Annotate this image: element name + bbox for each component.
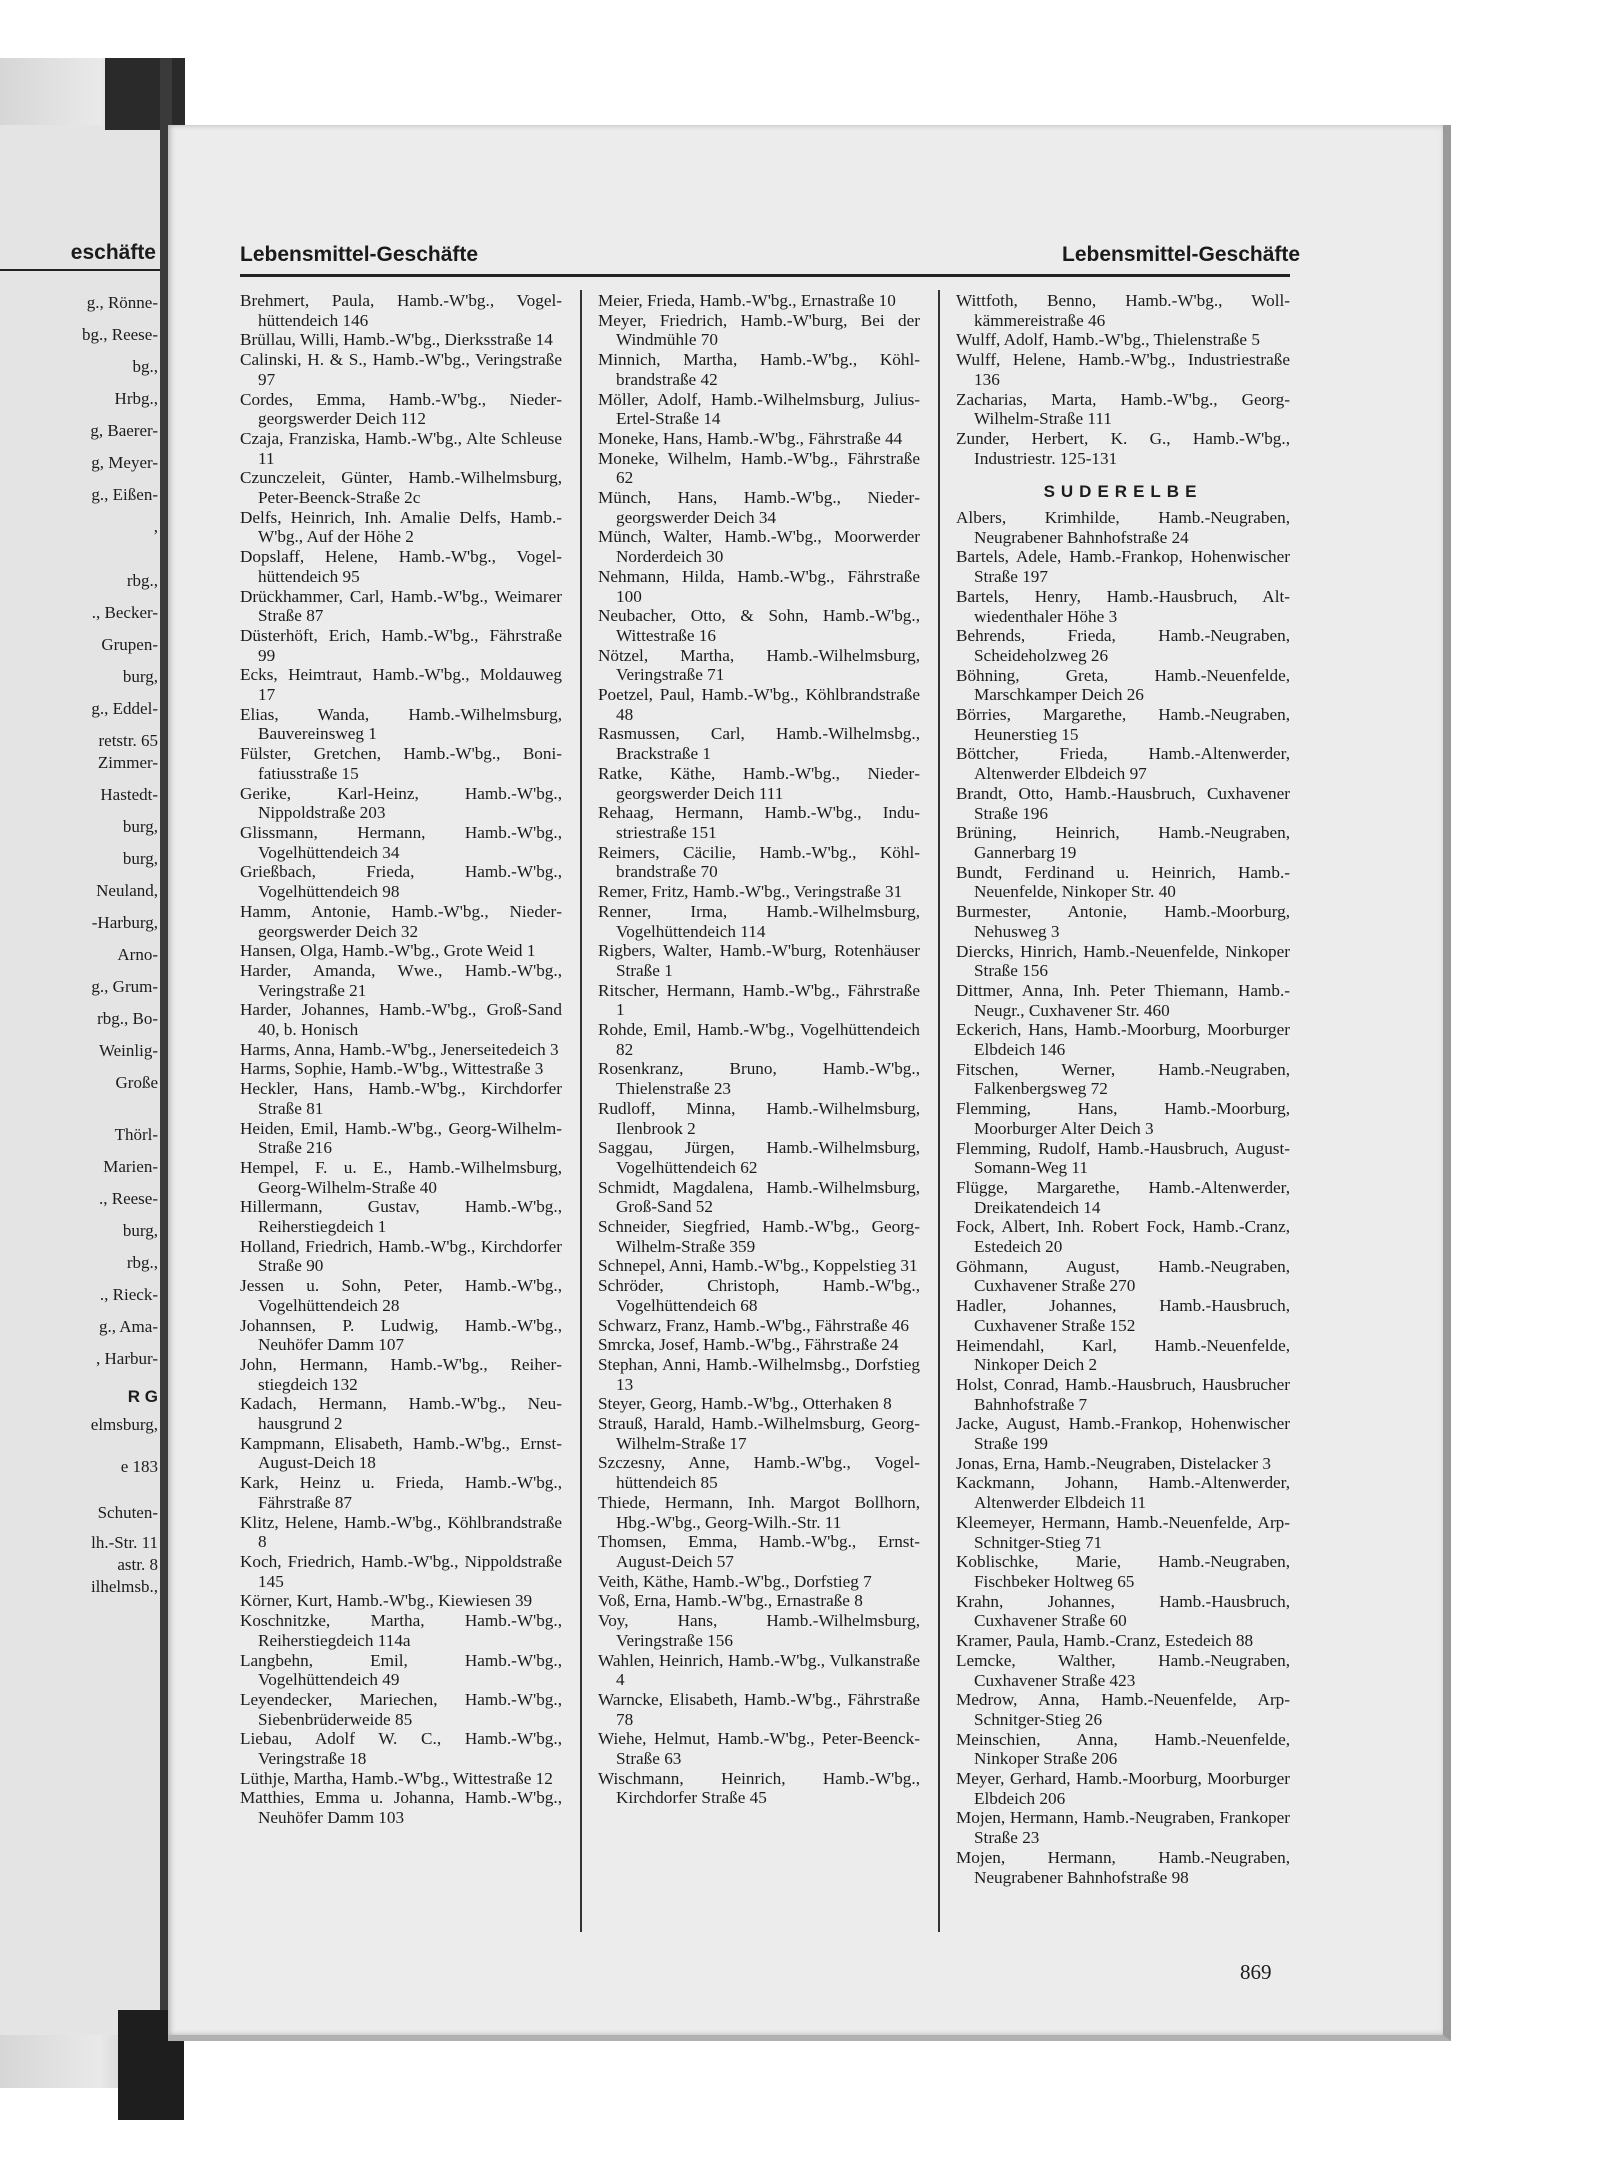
directory-entry: Schwarz, Franz, Hamb.-W'bg., Fährstraße 46 bbox=[598, 1315, 909, 1335]
directory-entry: Brandt, Otto, Hamb.-Hausbruch, Cuxhavener Straße 196 bbox=[956, 783, 1290, 823]
directory-entry: Szczesny, Anne, Hamb.-W'bg., Vogelhüttendeich 85 bbox=[598, 1453, 920, 1493]
facing-page-line: Weinlig- bbox=[98, 1041, 158, 1060]
directory-entry: Calinski, H. & S., Hamb.-W'bg., Veringstraße 97 bbox=[240, 350, 562, 389]
directory-entry: Kampmann, Elisabeth, Hamb.-W'bg., Ernst-August-Deich 18 bbox=[240, 1433, 562, 1473]
facing-page-line: elmsburg, bbox=[90, 1415, 158, 1434]
facing-page-line: burg, bbox=[122, 667, 158, 686]
directory-entry: Wiehe, Helmut, Hamb.-W'bg., Peter-Beenck-Straße 63 bbox=[598, 1729, 920, 1769]
directory-entry: Glissmann, Hermann, Hamb.-W'bg., Vogelhüttendeich 34 bbox=[240, 822, 562, 862]
directory-entry: Nehmann, Hilda, Hamb.-W'bg., Fährstraße 100 bbox=[598, 566, 920, 606]
directory-entry: Zacharias, Marta, Hamb.-W'bg., Georg-Wilhelm-Straße 111 bbox=[956, 389, 1290, 429]
directory-entry: Cordes, Emma, Hamb.-W'bg., Niedergeorgswerder Deich 112 bbox=[240, 389, 562, 429]
directory-entry: Göhmann, August, Hamb.-Neugraben, Cuxhavener Straße 270 bbox=[956, 1256, 1290, 1296]
directory-entry: Moneke, Hans, Hamb.-W'bg., Fährstraße 44 bbox=[598, 428, 903, 448]
directory-entry: Krahn, Johannes, Hamb.-Hausbruch, Cuxhavener Straße 60 bbox=[956, 1591, 1290, 1631]
directory-entry: Klitz, Helene, Hamb.-W'bg., Köhlbrandstraße 8 bbox=[240, 1512, 562, 1552]
directory-entry: Moneke, Wilhelm, Hamb.-W'bg., Fährstraße 62 bbox=[598, 448, 920, 488]
directory-entry: Voß, Erna, Hamb.-W'bg., Ernastraße 8 bbox=[598, 1591, 863, 1611]
directory-entry: Heckler, Hans, Hamb.-W'bg., Kirchdorfer Straße 81 bbox=[240, 1079, 562, 1118]
directory-entry: Thiede, Hermann, Inh. Margot Bollhorn, Hbg.-W'bg., Georg-Wilh.-Str. 11 bbox=[598, 1492, 920, 1532]
directory-entry: Wulff, Adolf, Hamb.-W'bg., Thielenstraße 5 bbox=[956, 330, 1260, 350]
facing-page-line: astr. 8 bbox=[117, 1555, 158, 1574]
directory-entry: Czunczeleit, Günter, Hamb.-Wilhelmsburg, Peter-Beenck-Straße 2c bbox=[240, 468, 562, 508]
directory-entry: Meier, Frieda, Hamb.-W'bg., Ernastraße 10 bbox=[598, 291, 896, 310]
directory-entry: Böttcher, Frieda, Hamb.-Altenwerder, Altenwerder Elbdeich 97 bbox=[956, 744, 1290, 784]
directory-entry: Stephan, Anni, Hamb.-Wilhelmsbg., Dorfstieg 13 bbox=[598, 1354, 920, 1394]
directory-entry: Veith, Käthe, Hamb.-W'bg., Dorfstieg 7 bbox=[598, 1571, 872, 1591]
facing-page-line: rbg., bbox=[126, 1253, 158, 1272]
directory-entry: Meyer, Friedrich, Hamb.-W'burg, Bei der Windmühle 70 bbox=[598, 310, 920, 350]
facing-page-line: ., Reese- bbox=[98, 1189, 158, 1208]
directory-entry: Mojen, Hermann, Hamb.-Neugraben, Frankoper Straße 23 bbox=[956, 1808, 1290, 1848]
column-1 bbox=[240, 291, 562, 1828]
directory-entry: Börries, Margarethe, Hamb.-Neugraben, Heunerstieg 15 bbox=[956, 705, 1290, 744]
directory-entry: Steyer, Georg, Hamb.-W'bg., Otterhaken 8 bbox=[598, 1394, 892, 1414]
facing-page-line: R G bbox=[127, 1387, 158, 1406]
facing-page-header: eschäfte bbox=[70, 241, 156, 264]
directory-entry: Leyendecker, Mariechen, Hamb.-W'bg., Siebenbrüderweide 85 bbox=[240, 1689, 562, 1729]
facing-page-line: burg, bbox=[122, 849, 158, 868]
facing-page-line: Marien- bbox=[103, 1157, 158, 1176]
directory-entry: Ritscher, Hermann, Hamb.-W'bg., Fährstraße 1 bbox=[598, 980, 920, 1020]
directory-entry: Eckerich, Hans, Hamb.-Moorburg, Moorburger Elbdeich 146 bbox=[956, 1020, 1290, 1060]
facing-page-line: g., Grum- bbox=[91, 977, 158, 996]
facing-page-line: Große bbox=[115, 1073, 158, 1092]
directory-entry: Brüning, Heinrich, Hamb.-Neugraben, Gannerbarg 19 bbox=[956, 823, 1290, 862]
column-2 bbox=[598, 291, 920, 1808]
directory-entry: Kark, Heinz u. Frieda, Hamb.-W'bg., Fährstraße 87 bbox=[240, 1473, 562, 1512]
directory-entry: Medrow, Anna, Hamb.-Neuenfelde, Arp-Schnitger-Stieg 26 bbox=[956, 1690, 1290, 1729]
facing-page-line: Neuland, bbox=[96, 881, 158, 900]
directory-entry: Harms, Anna, Hamb.-W'bg., Jenerseitedeich 3 bbox=[240, 1039, 559, 1059]
directory-entry: Möller, Adolf, Hamb.-Wilhelmsburg, Julius-Ertel-Straße 14 bbox=[598, 389, 920, 429]
running-header-right: Lebensmittel-Geschäfte bbox=[1062, 243, 1301, 266]
directory-entry: Schmidt, Magdalena, Hamb.-Wilhelmsburg, Groß-Sand 52 bbox=[598, 1177, 920, 1217]
facing-page-line: Hrbg., bbox=[114, 389, 158, 408]
directory-entry: Brüllau, Willi, Hamb.-W'bg., Dierksstraße 14 bbox=[240, 330, 553, 350]
directory-entry: Hillermann, Gustav, Hamb.-W'bg., Reiherstiegdeich 1 bbox=[240, 1197, 562, 1237]
facing-page-line: rbg., Bo- bbox=[97, 1009, 158, 1028]
directory-entry: Hadler, Johannes, Hamb.-Hausbruch, Cuxhavener Straße 152 bbox=[956, 1296, 1290, 1335]
directory-entry: Kackmann, Johann, Hamb.-Altenwerder, Altenwerder Elbdeich 11 bbox=[956, 1473, 1290, 1513]
directory-entry: Gerike, Karl-Heinz, Hamb.-W'bg., Nippoldstraße 203 bbox=[240, 783, 562, 823]
directory-entry: Harder, Johannes, Hamb.-W'bg., Groß-Sand 40, b. Honisch bbox=[240, 1000, 562, 1040]
directory-entry: Nötzel, Martha, Hamb.-Wilhelmsburg, Veringstraße 71 bbox=[598, 645, 920, 685]
spine-top-shadow bbox=[105, 58, 185, 130]
directory-entry: Bartels, Adele, Hamb.-Frankop, Hohenwischer Straße 197 bbox=[956, 547, 1290, 587]
facing-page-line: Schuten- bbox=[97, 1503, 158, 1522]
column-3-top-entries bbox=[956, 291, 1290, 468]
directory-entry: Hansen, Olga, Hamb.-W'bg., Grote Weid 1 bbox=[240, 941, 536, 961]
facing-page-line: retstr. 65 bbox=[98, 731, 158, 750]
directory-entry: Drückhammer, Carl, Hamb.-W'bg., Weimarer Straße 87 bbox=[240, 586, 562, 626]
facing-page-rule bbox=[0, 269, 160, 271]
facing-page-line: lh.-Str. 11 bbox=[91, 1533, 158, 1552]
directory-entry: Böhning, Greta, Hamb.-Neuenfelde, Marschkamper Deich 26 bbox=[956, 665, 1290, 705]
directory-entry: Heiden, Emil, Hamb.-W'bg., Georg-Wilhelm-Straße 216 bbox=[240, 1118, 562, 1158]
facing-page-line: rbg., bbox=[126, 571, 158, 590]
facing-page-line: Thörl- bbox=[114, 1125, 158, 1144]
directory-entry: Dopslaff, Helene, Hamb.-W'bg., Vogelhüttendeich 95 bbox=[240, 547, 562, 586]
directory-entry: Burmester, Antonie, Hamb.-Moorburg, Nehusweg 3 bbox=[956, 902, 1290, 941]
directory-entry: Zunder, Herbert, K. G., Hamb.-W'bg., Industriestr. 125-131 bbox=[956, 428, 1290, 468]
directory-entry: Lemcke, Walther, Hamb.-Neugraben, Cuxhavener Straße 423 bbox=[956, 1650, 1290, 1690]
column-divider-1 bbox=[580, 290, 582, 1932]
directory-entry: Heimendahl, Karl, Hamb.-Neuenfelde, Ninkoper Deich 2 bbox=[956, 1335, 1290, 1375]
directory-entry: Holst, Conrad, Hamb.-Hausbruch, Hausbrucher Bahnhofstraße 7 bbox=[956, 1374, 1290, 1414]
directory-entry: Czaja, Franziska, Hamb.-W'bg., Alte Schleuse 11 bbox=[240, 428, 562, 468]
directory-entry: Körner, Kurt, Hamb.-W'bg., Kiewiesen 39 bbox=[240, 1591, 533, 1611]
directory-entry: Saggau, Jürgen, Hamb.-Wilhelmsburg, Vogelhüttendeich 62 bbox=[598, 1138, 920, 1177]
directory-entry: Wischmann, Heinrich, Hamb.-W'bg., Kirchdorfer Straße 45 bbox=[598, 1768, 920, 1808]
directory-entry: Mojen, Hermann, Hamb.-Neugraben, Neugrabener Bahnhofstraße 98 bbox=[956, 1847, 1290, 1887]
facing-page-line: Zimmer- bbox=[97, 753, 158, 772]
facing-page-line: ilhelmsb., bbox=[90, 1577, 158, 1596]
header-rule bbox=[240, 274, 1290, 277]
directory-entry: Brehmert, Paula, Hamb.-W'bg., Vogelhüttendeich 146 bbox=[240, 291, 562, 330]
directory-entry: Rudloff, Minna, Hamb.-Wilhelmsburg, Ilenbrook 2 bbox=[598, 1098, 920, 1138]
directory-entry: Fülster, Gretchen, Hamb.-W'bg., Bonifatiusstraße 15 bbox=[240, 744, 562, 783]
directory-entry: Kleemeyer, Hermann, Hamb.-Neuenfelde, Arp-Schnitger-Stieg 71 bbox=[956, 1512, 1290, 1552]
directory-entry: Voy, Hans, Hamb.-Wilhelmsburg, Veringstraße 156 bbox=[598, 1611, 920, 1650]
directory-entry: Bartels, Henry, Hamb.-Hausbruch, Altwiedenthaler Höhe 3 bbox=[956, 586, 1290, 626]
directory-entry: Münch, Hans, Hamb.-W'bg., Niedergeorgswerder Deich 34 bbox=[598, 488, 920, 527]
directory-entry: Grießbach, Frieda, Hamb.-W'bg., Vogelhüttendeich 98 bbox=[240, 862, 562, 902]
facing-page-line: ., Becker- bbox=[91, 603, 158, 622]
facing-page-line: g., Eißen- bbox=[91, 485, 158, 504]
facing-page-line: Hastedt- bbox=[100, 785, 158, 804]
directory-entry: Flemming, Rudolf, Hamb.-Hausbruch, August-Somann-Weg 11 bbox=[956, 1138, 1290, 1178]
facing-page-line: Grupen- bbox=[101, 635, 158, 654]
directory-entry: Dittmer, Anna, Inh. Peter Thiemann, Hamb.-Neugr., Cuxhavener Str. 460 bbox=[956, 980, 1290, 1020]
directory-entry: Schröder, Christoph, Hamb.-W'bg., Vogelhüttendeich 68 bbox=[598, 1276, 920, 1315]
facing-page-line: Arno- bbox=[117, 945, 158, 964]
facing-page-line: g., Eddel- bbox=[91, 699, 158, 718]
column-3-section-entries bbox=[956, 508, 1290, 1887]
directory-entry: Meyer, Gerhard, Hamb.-Moorburg, Moorburger Elbdeich 206 bbox=[956, 1769, 1290, 1808]
directory-entry: Langbehn, Emil, Hamb.-W'bg., Vogelhüttendeich 49 bbox=[240, 1650, 562, 1690]
directory-entry: Ratke, Käthe, Hamb.-W'bg., Niedergeorgswerder Deich 111 bbox=[598, 763, 920, 803]
directory-entry: Fitschen, Werner, Hamb.-Neugraben, Falkenbergsweg 72 bbox=[956, 1059, 1290, 1099]
directory-entry: John, Hermann, Hamb.-W'bg., Reiherstiegdeich 132 bbox=[240, 1354, 562, 1394]
facing-page-fragment bbox=[0, 125, 160, 2035]
directory-entry: Neubacher, Otto, & Sohn, Hamb.-W'bg., Wittestraße 16 bbox=[598, 606, 920, 645]
directory-entry: Fock, Albert, Inh. Robert Fock, Hamb.-Cranz, Estedeich 20 bbox=[956, 1217, 1290, 1257]
facing-page-line: e 183 bbox=[120, 1457, 158, 1476]
facing-page-line: g, Meyer- bbox=[91, 453, 158, 472]
directory-entry: Meinschien, Anna, Hamb.-Neuenfelde, Ninkoper Straße 206 bbox=[956, 1729, 1290, 1769]
directory-entry: Rohde, Emil, Hamb.-W'bg., Vogelhüttendeich 82 bbox=[598, 1020, 920, 1059]
directory-entry: Smrcka, Josef, Hamb.-W'bg., Fährstraße 24 bbox=[598, 1335, 899, 1355]
directory-entry: Wulff, Helene, Hamb.-W'bg., Industriestraße 136 bbox=[956, 350, 1290, 389]
directory-entry: Wahlen, Heinrich, Hamb.-W'bg., Vulkanstraße 4 bbox=[598, 1650, 920, 1690]
facing-page-line: bg., Reese- bbox=[81, 325, 158, 344]
page-number: 869 bbox=[1240, 1960, 1272, 1984]
directory-entry: Matthies, Emma u. Johanna, Hamb.-W'bg., Neuhöfer Damm 103 bbox=[240, 1788, 562, 1828]
facing-page-line: , Harbur- bbox=[96, 1349, 158, 1368]
directory-entry: Ecks, Heimtraut, Hamb.-W'bg., Moldauweg 17 bbox=[240, 665, 562, 705]
directory-entry: Remer, Fritz, Hamb.-W'bg., Veringstraße 31 bbox=[598, 882, 903, 902]
directory-entry: Koschnitzke, Martha, Hamb.-W'bg., Reiherstiegdeich 114a bbox=[240, 1611, 562, 1650]
facing-page-line: -Harburg, bbox=[91, 913, 158, 932]
directory-entry: Holland, Friedrich, Hamb.-W'bg., Kirchdorfer Straße 90 bbox=[240, 1236, 562, 1276]
directory-entry: Strauß, Harald, Hamb.-Wilhelmsburg, Georg-Wilhelm-Straße 17 bbox=[598, 1414, 920, 1453]
directory-entry: Reimers, Cäcilie, Hamb.-W'bg., Köhlbrandstraße 70 bbox=[598, 842, 920, 882]
running-header-left: Lebensmittel-Geschäfte bbox=[240, 243, 479, 266]
directory-entry: Wittfoth, Benno, Hamb.-W'bg., Wollkämmereistraße 46 bbox=[956, 291, 1290, 330]
directory-entry: Johannsen, P. Ludwig, Hamb.-W'bg., Neuhöfer Damm 107 bbox=[240, 1315, 562, 1355]
directory-entry: Harms, Sophie, Hamb.-W'bg., Wittestraße 3 bbox=[240, 1059, 544, 1079]
directory-entry: Koblischke, Marie, Hamb.-Neugraben, Fischbeker Holtweg 65 bbox=[956, 1552, 1290, 1591]
directory-entry: Diercks, Hinrich, Hamb.-Neuenfelde, Ninkoper Straße 156 bbox=[956, 941, 1290, 981]
directory-entry: Koch, Friedrich, Hamb.-W'bg., Nippoldstraße 145 bbox=[240, 1552, 562, 1591]
directory-entry: Lüthje, Martha, Hamb.-W'bg., Wittestraße 12 bbox=[240, 1768, 553, 1788]
directory-entry: Flemming, Hans, Hamb.-Moorburg, Moorburger Alter Deich 3 bbox=[956, 1099, 1290, 1138]
column-3 bbox=[956, 291, 1290, 1887]
directory-entry: Harder, Amanda, Wwe., Hamb.-W'bg., Veringstraße 21 bbox=[240, 960, 562, 1000]
directory-entry: Liebau, Adolf W. C., Hamb.-W'bg., Veringstraße 18 bbox=[240, 1729, 562, 1769]
facing-page-line: bg., bbox=[132, 357, 158, 376]
directory-entry: Behrends, Frieda, Hamb.-Neugraben, Scheideholzweg 26 bbox=[956, 626, 1290, 665]
directory-entry: Rehaag, Hermann, Hamb.-W'bg., Industriestraße 151 bbox=[598, 803, 920, 842]
directory-entry: Münch, Walter, Hamb.-W'bg., Moorwerder Norderdeich 30 bbox=[598, 527, 920, 567]
directory-entry: Kramer, Paula, Hamb.-Cranz, Estedeich 88 bbox=[956, 1631, 1254, 1651]
directory-entry: Minnich, Martha, Hamb.-W'bg., Köhlbrandstraße 42 bbox=[598, 350, 920, 389]
directory-entry: Thomsen, Emma, Hamb.-W'bg., Ernst-August-Deich 57 bbox=[598, 1532, 920, 1571]
facing-page-line: burg, bbox=[122, 1221, 158, 1240]
directory-entry: Rigbers, Walter, Hamb.-W'burg, Rotenhäuser Straße 1 bbox=[598, 941, 920, 980]
directory-entry: Jessen u. Sohn, Peter, Hamb.-W'bg., Vogelhüttendeich 28 bbox=[240, 1276, 562, 1315]
column-divider-2 bbox=[938, 290, 940, 1932]
directory-entry: Bundt, Ferdinand u. Heinrich, Hamb.-Neuenfelde, Ninkoper Str. 40 bbox=[956, 862, 1290, 902]
facing-page-line: g., Ama- bbox=[98, 1317, 158, 1336]
directory-entry: Albers, Krimhilde, Hamb.-Neugraben, Neugrabener Bahnhofstraße 24 bbox=[956, 508, 1290, 547]
directory-entry: Kadach, Hermann, Hamb.-W'bg., Neuhausgrund 2 bbox=[240, 1394, 562, 1434]
section-title-suderelbe: SUDERELBE bbox=[1043, 482, 1203, 502]
facing-page-line: ., Rieck- bbox=[99, 1285, 158, 1304]
directory-entry: Elias, Wanda, Hamb.-Wilhelmsburg, Bauvereinsweg 1 bbox=[240, 704, 562, 744]
directory-entry: Rasmussen, Carl, Hamb.-Wilhelmsbg., Brackstraße 1 bbox=[598, 724, 920, 764]
directory-entry: Delfs, Heinrich, Inh. Amalie Delfs, Hamb.-W'bg., Auf der Höhe 2 bbox=[240, 507, 562, 547]
directory-entry: Rosenkranz, Bruno, Hamb.-W'bg., Thielenstraße 23 bbox=[598, 1059, 920, 1099]
directory-entry: Hamm, Antonie, Hamb.-W'bg., Niedergeorgswerder Deich 32 bbox=[240, 901, 562, 941]
directory-entry: Jacke, August, Hamb.-Frankop, Hohenwischer Straße 199 bbox=[956, 1414, 1290, 1454]
directory-entry: Poetzel, Paul, Hamb.-W'bg., Köhlbrandstraße 48 bbox=[598, 685, 920, 724]
facing-page-line: g., Rönne- bbox=[86, 293, 158, 312]
directory-entry: Schneider, Siegfried, Hamb.-W'bg., Georg-Wilhelm-Straße 359 bbox=[598, 1217, 920, 1256]
directory-entry: Schnepel, Anni, Hamb.-W'bg., Koppelstieg 31 bbox=[598, 1256, 918, 1276]
directory-entry: Jonas, Erna, Hamb.-Neugraben, Distelacker 3 bbox=[956, 1453, 1271, 1473]
directory-entry: Düsterhöft, Erich, Hamb.-W'bg., Fährstraße 99 bbox=[240, 625, 562, 665]
facing-page-line: , bbox=[153, 517, 158, 536]
directory-entry: Flügge, Margarethe, Hamb.-Altenwerder, Dreikatendeich 14 bbox=[956, 1177, 1290, 1217]
directory-entry: Hempel, F. u. E., Hamb.-Wilhelmsburg, Georg-Wilhelm-Straße 40 bbox=[240, 1157, 562, 1197]
facing-page-line: burg, bbox=[122, 817, 158, 836]
directory-entry: Warncke, Elisabeth, Hamb.-W'bg., Fährstraße 78 bbox=[598, 1689, 920, 1729]
directory-entry: Renner, Irma, Hamb.-Wilhelmsburg, Vogelhüttendeich 114 bbox=[598, 901, 920, 941]
facing-page-line: g, Baerer- bbox=[90, 421, 158, 440]
